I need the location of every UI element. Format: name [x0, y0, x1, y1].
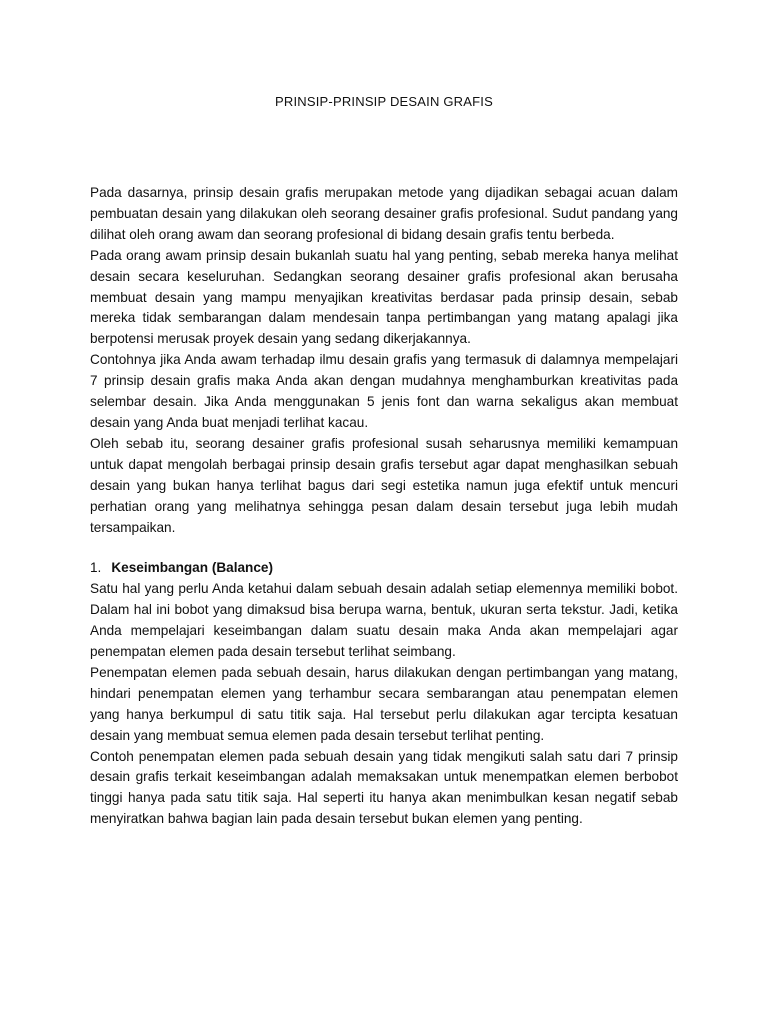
balance-paragraph-2: Penempatan elemen pada sebuah desain, harus dilakukan dengan pertimbangan yang matang, hindari penempatan elemen yang terhambur secara sembarangan atau penempatan elemen yang hanya berkumpul di satu titik saja. Hal tersebut perlu dilakukan agar tercipta kesatuan desain yang membuat semua elemen pada desain tersebut terlihat penting. — [90, 664, 678, 743]
balance-paragraph-1: Satu hal yang perlu Anda ketahui dalam sebuah desain adalah setiap elemennya memiliki bobot. Dalam hal ini bobot yang dimaksud bisa berupa warna, bentuk, ukuran serta tekstur. Jadi, ketika Anda mempelajari keseimbangan dalam suatu desain maka Anda akan mempelajari agar penempatan elemen pada desain tersebut terlihat seimbang. — [90, 581, 678, 660]
section-number: 1. — [90, 560, 102, 576]
intro-paragraph-3: Contohnya jika Anda awam terhadap ilmu desain grafis yang termasuk di dalamnya mempelajari 7 prinsip desain grafis maka Anda akan dengan mudahnya menghamburkan kreativitas pada selembar desain. Jika Anda menggunakan 5 jenis font dan warna sekaligus akan membuat desain yang Anda buat menjadi terlihat kacau. — [90, 352, 678, 430]
intro-paragraph-2: Pada orang awam prinsip desain bukanlah suatu hal yang penting, sebab mereka hanya melihat desain secara keseluruhan. Sedangkan seorang desainer grafis profesional akan berusaha membuat desain yang mampu menyajikan kreativitas berdasar pada prinsip desain, sebab mereka tidak sembarangan dalam mendesain tanpa pertimbangan yang matang apalagi jika berpotensi merusak proyek desain yang sedang dikerjakannya. — [90, 247, 678, 347]
intro-paragraph-4: Oleh sebab itu, seorang desainer grafis profesional susah seharusnya memiliki kemampuan untuk dapat mengolah berbagai prinsip desain grafis tersebut agar dapat menghasilkan sebuah desain yang bukan hanya terlihat bagus dari segi estetika namun juga efektif untuk mencuri perhatian orang yang melihatnya sehingga pesan dalam desain tersebut juga lebih mudah tersampaikan. — [90, 435, 678, 535]
document-page — [90, 94, 678, 830]
balance-paragraph-3: Contoh penempatan elemen pada sebuah desain yang tidak mengikuti salah satu dari 7 prinsip desain grafis terkait keseimbangan adalah memaksakan untuk menempatkan elemen berbobot tinggi hanya pada satu titik saja. Hal seperti itu hanya akan menimbulkan kesan negatif sebab menyiratkan bahwa bagian lain pada desain tersebut bukan elemen yang penting. — [90, 748, 678, 827]
page-title: PRINSIP-PRINSIP DESAIN GRAFIS — [275, 94, 493, 109]
intro-paragraph-1: Pada dasarnya, prinsip desain grafis merupakan metode yang dijadikan sebagai acuan dalam pembuatan desain yang dilakukan oleh seorang desainer grafis profesional. Sudut pandang yang dilihat oleh orang awam dan seorang profesional di bidang desain grafis tentu berbeda. — [90, 185, 678, 242]
section-heading-text: Keseimbangan (Balance) — [111, 560, 274, 576]
section-heading-balance — [90, 558, 678, 579]
